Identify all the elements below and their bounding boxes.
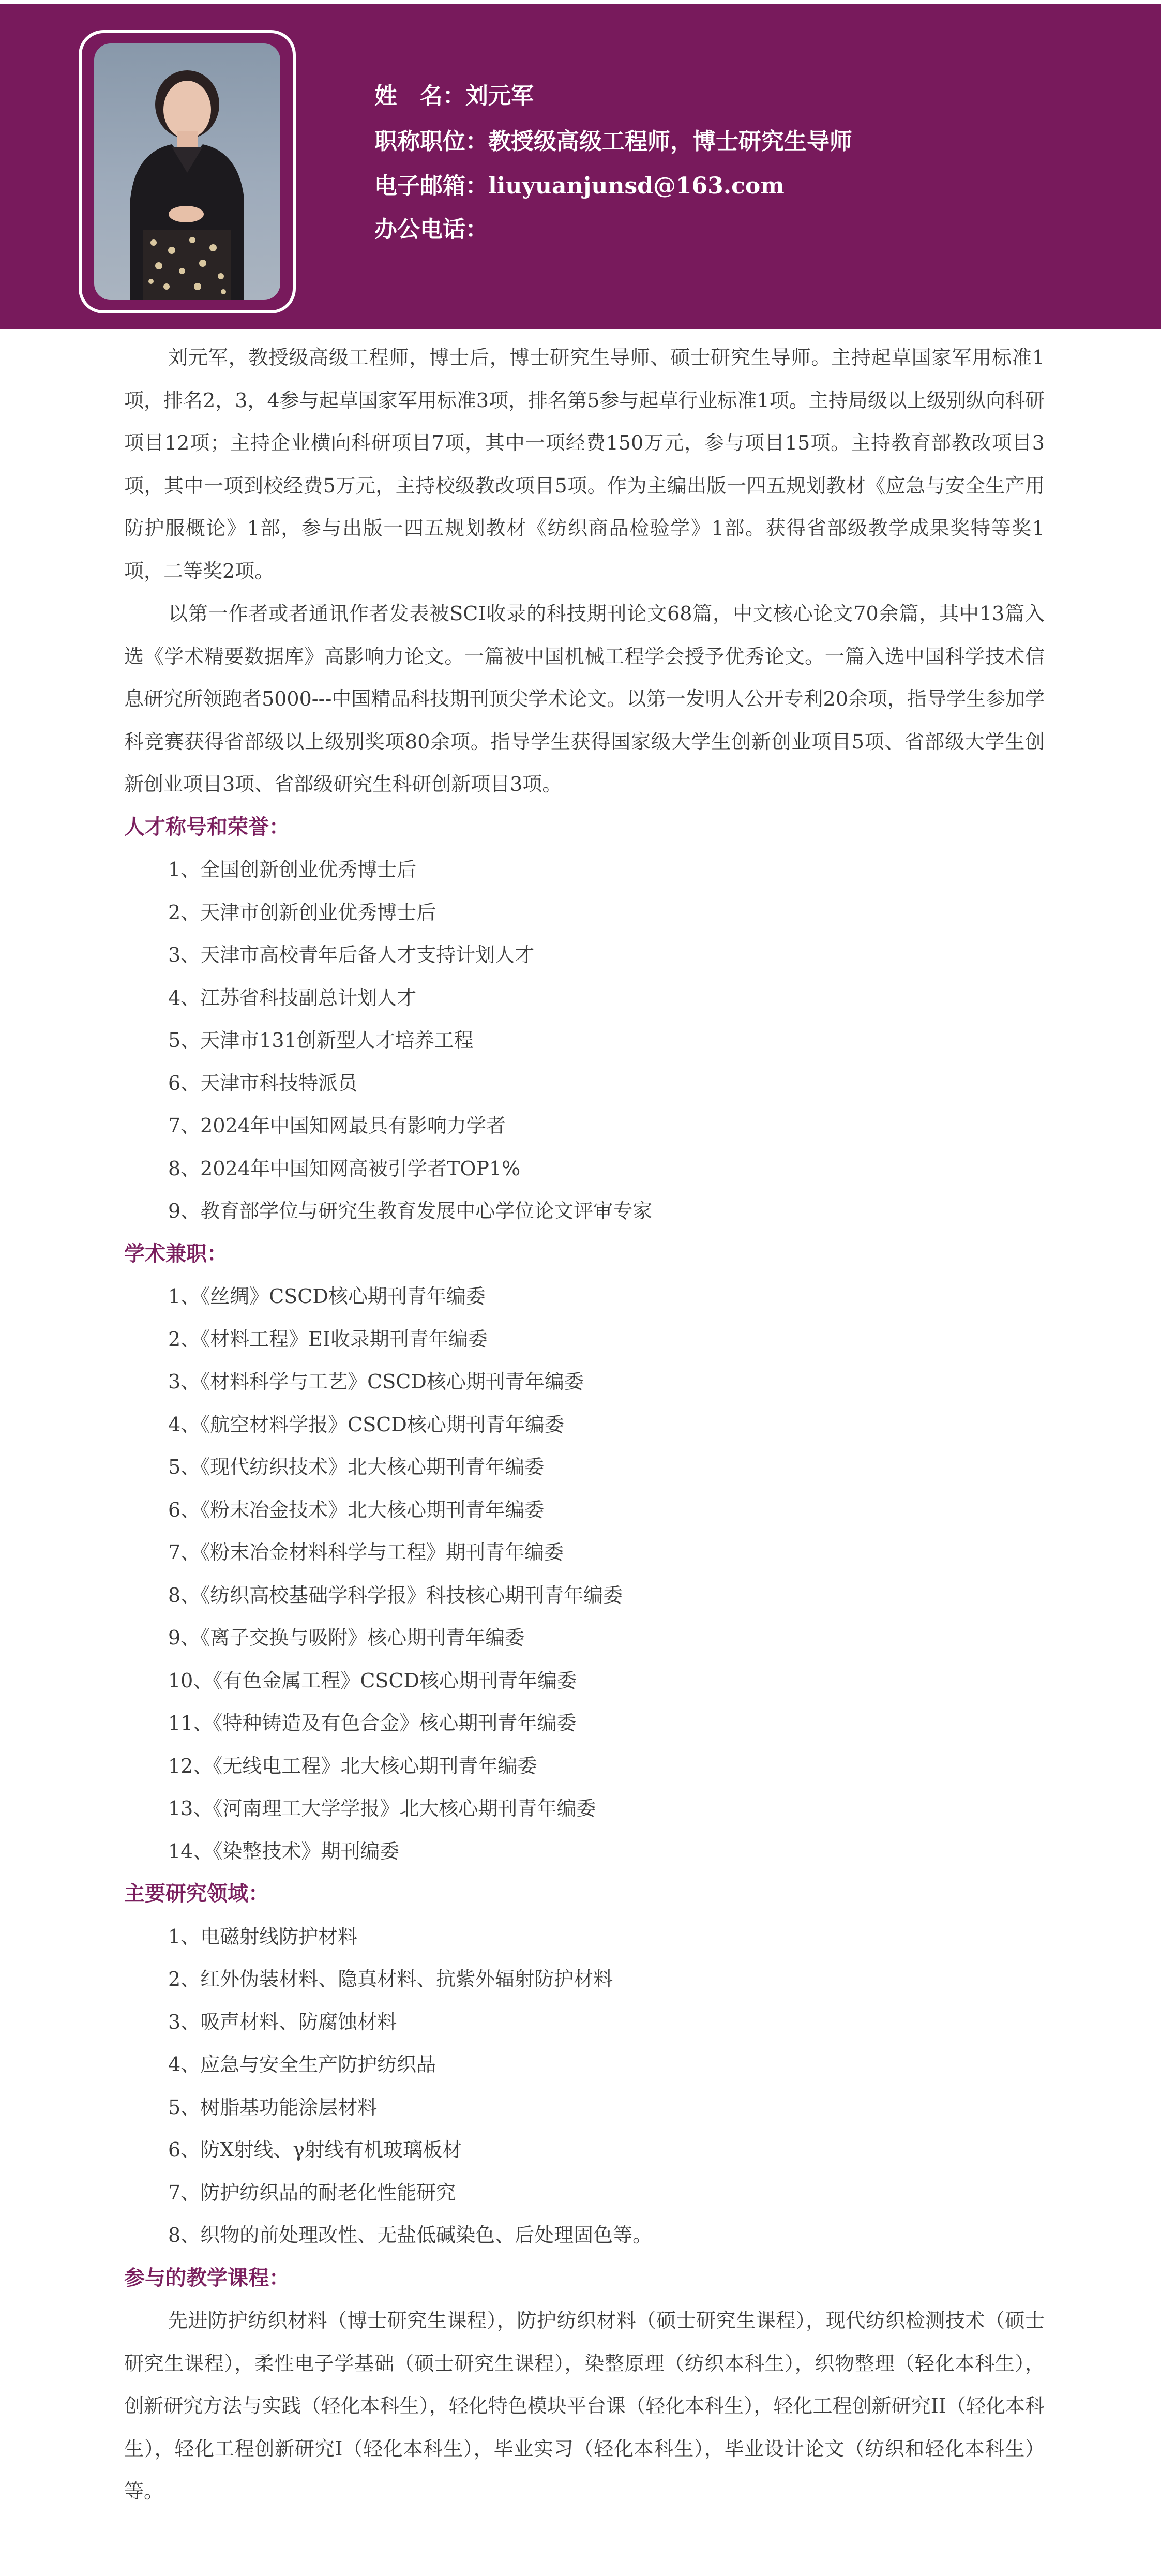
list-item: 1、电磁射线防护材料 — [168, 1925, 358, 1948]
list-item: 8、《纺织高校基础学科学报》科技核心期刊青年编委 — [168, 1583, 623, 1607]
list-item: 7、防护纺织品的耐老化性能研究 — [168, 2181, 456, 2204]
honors-title: 人才称号和荣誉： — [124, 815, 290, 839]
research-title: 主要研究领域： — [124, 1882, 269, 1906]
list-item: 4、《航空材料学报》CSCD核心期刊青年编委 — [168, 1413, 564, 1436]
list-item: 5、《现代纺织技术》北大核心期刊青年编委 — [168, 1456, 545, 1478]
list-item: 8、织物的前处理改性、无盐低碱染色、后处理固色等。 — [168, 2224, 653, 2246]
list-item: 1、《丝绸》CSCD核心期刊青年编委 — [168, 1285, 486, 1308]
phone-row — [374, 214, 488, 245]
list-item: 7、《粉末冶金材料科学与工程》期刊青年编委 — [168, 1541, 564, 1564]
title-row — [374, 126, 852, 157]
list-item: 8、2024年中国知网高被引学者TOP1% — [168, 1157, 521, 1180]
email-row — [374, 171, 785, 202]
honors-list — [124, 848, 1045, 1233]
academic-title: 学术兼职： — [124, 1241, 228, 1266]
intro-paragraph-2: 以第一作者或者通讯作者发表被SCI收录的科技期刊论文68篇，中文核心论文70余篇，其中13篇入选《学术精要数据库》高影响力论文。一篇被中国机械工程学会授予优秀论文。一篇入选中国科学技术信息研究所领跑者5000---中国精品科技期刊顶尖学术论文。以第一发明人公开专利20余项，指导学生参加学科竞赛获得省部级以上级别奖项80余项。指导学生获得国家级大学生创新创业项目5项、省部级大学生创新创业项目3项、省部级研究生科研创新项目3项。 — [124, 602, 1045, 796]
list-item: 9、教育部学位与研究生教育发展中心学位论文评审专家 — [168, 1200, 653, 1222]
list-item: 6、《粉末冶金技术》北大核心期刊青年编委 — [168, 1498, 545, 1521]
name-label: 姓 名： — [374, 83, 465, 109]
phone-label: 办公电话： — [374, 216, 488, 243]
list-item: 2、红外伪装材料、隐真材料、抗紫外辐射防护材料 — [168, 1968, 613, 1990]
list-item: 14、《染整技术》期刊编委 — [168, 1839, 400, 1863]
list-item: 4、应急与安全生产防护纺织品 — [168, 2053, 436, 2076]
list-item: 5、树脂基功能涂层材料 — [168, 2095, 378, 2119]
list-item: 11、《特种铸造及有色合金》核心期刊青年编委 — [168, 1712, 577, 1734]
list-item: 2、天津市创新创业优秀博士后 — [168, 901, 436, 924]
name-value: 刘元军 — [465, 83, 534, 109]
list-item: 6、天津市科技特派员 — [168, 1071, 358, 1095]
list-item: 3、天津市高校青年后备人才支持计划人才 — [168, 943, 535, 966]
academic-list — [124, 1275, 1045, 1873]
intro-paragraph-1: 刘元军，教授级高级工程师，博士后，博士研究生导师、硕士研究生导师。主持起草国家军用标准1项，排名2，3，4参与起草国家军用标准3项，排名第5参与起草行业标准1项。主持局级以上级别纵向科研项目12项；主持企业横向科研项目7项，其中一项经费150万元，参与项目15项。主持教育部教改项目3项，其中一项到校经费5万元，主持校级教改项目5项。作为主编出版一四五规划教材《应急与安全生产用防护服概论》1部，参与出版一四五规划教材《纺织商品检验学》1部。获得省部级教学成果奖特等奖1项，二等奖2项。 — [124, 346, 1045, 582]
profile-header — [0, 4, 1161, 329]
list-item: 7、2024年中国知网最具有影响力学者 — [168, 1114, 506, 1137]
courses-title: 参与的教学课程： — [124, 2266, 290, 2290]
profile-photo-frame — [79, 30, 296, 313]
list-item: 13、《河南理工大学学报》北大核心期刊青年编委 — [168, 1797, 596, 1820]
profile-content — [124, 336, 1045, 2513]
email-value[interactable]: liuyuanjunsd@163.com — [488, 173, 785, 199]
list-item: 3、吸声材料、防腐蚀材料 — [168, 2010, 397, 2033]
list-item: 9、《离子交换与吸附》核心期刊青年编委 — [168, 1626, 525, 1649]
name-row — [374, 81, 534, 112]
research-list — [124, 1915, 1045, 2257]
list-item: 12、《无线电工程》北大核心期刊青年编委 — [168, 1754, 537, 1777]
list-item: 3、《材料科学与工艺》CSCD核心期刊青年编委 — [168, 1370, 584, 1393]
courses-paragraph: 先进防护纺织材料（博士研究生课程），防护纺织材料（硕士研究生课程），现代纺织检测技术（硕士研究生课程），柔性电子学基础（硕士研究生课程），染整原理（纺织本科生），织物整理（轻化本科生），创新研究方法与实践（轻化本科生），轻化特色模块平台课（轻化本科生），轻化工程创新研究II（轻化本科生），轻化工程创新研究I（轻化本科生），毕业实习（轻化本科生），毕业设计论文（纺织和轻化本科生）等。 — [124, 2309, 1045, 2503]
profile-photo — [94, 43, 280, 300]
title-value: 教授级高级工程师，博士研究生导师 — [488, 128, 852, 155]
title-label: 职称职位： — [374, 128, 488, 155]
list-item: 4、江苏省科技副总计划人才 — [168, 986, 417, 1009]
email-label: 电子邮箱： — [374, 173, 488, 199]
list-item: 10、《有色金属工程》CSCD核心期刊青年编委 — [168, 1669, 577, 1692]
list-item: 5、天津市131创新型人才培养工程 — [168, 1029, 474, 1052]
list-item: 6、防X射线、γ射线有机玻璃板材 — [168, 2138, 462, 2161]
list-item: 1、全国创新创业优秀博士后 — [168, 858, 417, 881]
list-item: 2、《材料工程》EI收录期刊青年编委 — [168, 1327, 488, 1351]
